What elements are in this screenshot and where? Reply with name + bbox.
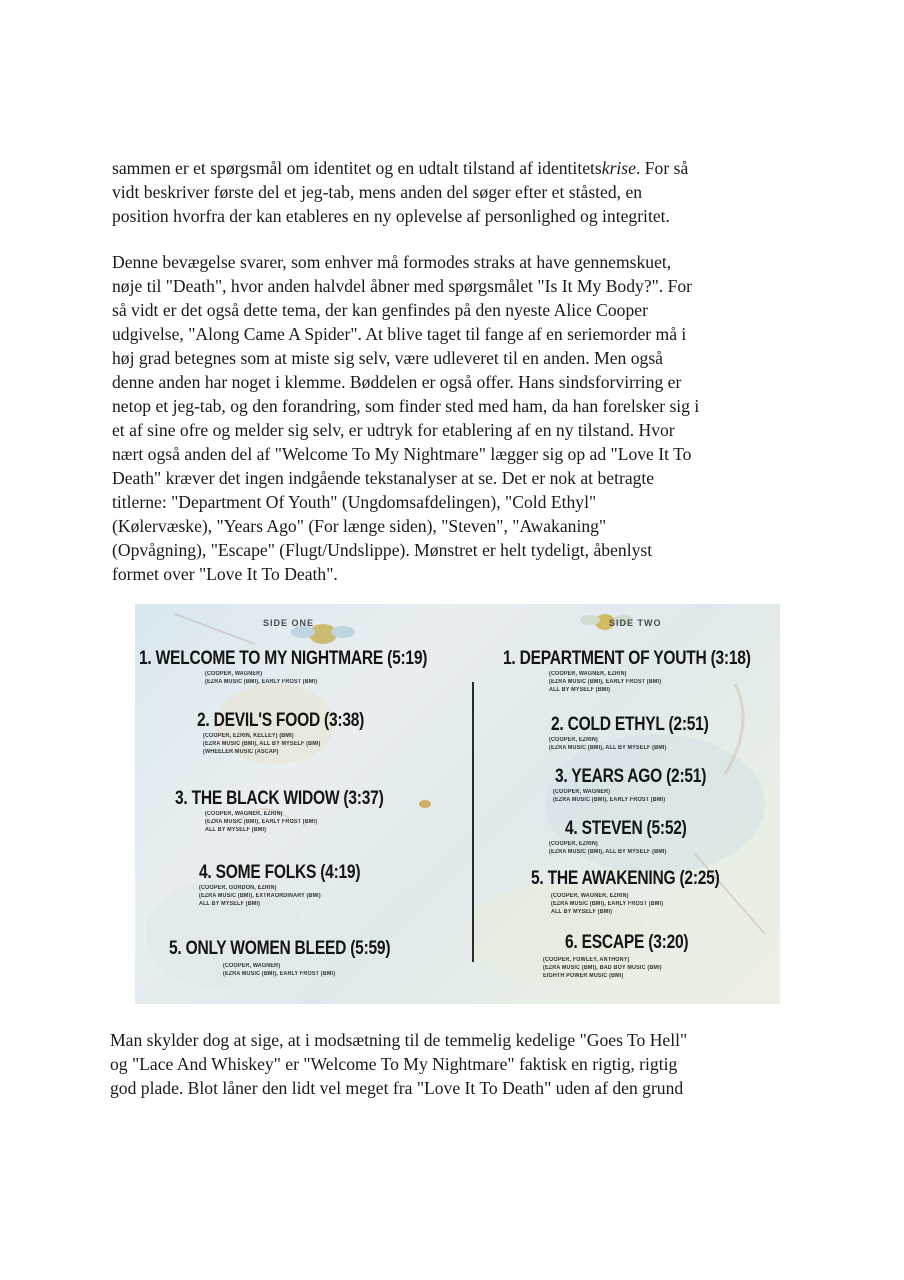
text-line: udgivelse, "Along Came A Spider". At blive taget til fange af en seriemorder må i [112, 324, 687, 344]
text-line: et af sine ofre og melder sig selv, er udtryk for etablering af en ny tilstand. Hvor [112, 420, 675, 440]
text-line: netop et jeg-tab, og den forandring, som finder sted med ham, da han forelsker sig i [112, 396, 700, 416]
text-line: Death" kræver det ingen indgående tekstanalyser at se. Det er nok at betragte [112, 468, 655, 488]
track-credit: ALL BY MYSELF (BMI) [199, 901, 261, 907]
text-line: og "Lace And Whiskey" er "Welcome To My Nightmare" faktisk en rigtig, rigtig [110, 1054, 678, 1074]
text-line: (Opvågning), "Escape" (Flugt/Undslippe). Mønstret er helt tydeligt, åbenlyst [112, 540, 653, 560]
side-two-label: SIDE TWO [609, 618, 662, 628]
text-line: Denne bevægelse svarer, som enhver må formodes straks at have gennemskuet, [112, 252, 672, 272]
track-credit: ALL BY MYSELF (BMI) [551, 909, 613, 915]
side-two-track-5: 5. THE AWAKENING (2:25) [531, 868, 720, 889]
track-credit: (EZRA MUSIC (BMI), ALL BY MYSELF (BMI) [203, 741, 321, 747]
track-credit: (EZRA MUSIC (BMI), EARLY FROST (BMI) [551, 901, 664, 907]
text-line: høj grad betegnes som at miste sig selv, være udleveret til en anden. Men også [112, 348, 663, 368]
text-line: vidt beskriver første del et jeg-tab, mens anden del søger efter et ståsted, en [112, 182, 643, 202]
track-credit: ALL BY MYSELF (BMI) [549, 687, 611, 693]
track-credit: (COOPER, EZRIN) [549, 841, 598, 847]
track-credit: EIGHTH POWER MUSIC (BMI) [543, 973, 624, 979]
text-line: position hvorfra der kan etableres en ny oplevelse af personlighed og integritet. [112, 206, 670, 226]
paragraph-2 [112, 250, 812, 586]
track-credit: (COOPER, WAGNER, EZRIN) [551, 893, 629, 899]
track-credit: (EZRA MUSIC (BMI), EARLY FROST (BMI) [223, 971, 336, 977]
side-two-track-4: 4. STEVEN (5:52) [565, 818, 687, 839]
side-one-label: SIDE ONE [263, 618, 315, 628]
text-line: god plade. Blot låner den lidt vel meget fra "Love It To Death" uden af den grund [110, 1078, 684, 1098]
text-segment: sammen er et spørgsmål om identitet og en udtalt tilstand af identitets [112, 158, 602, 178]
side-one-track-5: 5. ONLY WOMEN BLEED (5:59) [169, 938, 391, 959]
text-line: titlerne: "Department Of Youth" (Ungdomsafdelingen), "Cold Ethyl" [112, 492, 597, 512]
side-two-track-2: 2. COLD ETHYL (2:51) [551, 714, 709, 735]
track-credit: (EZRA MUSIC (BMI), ALL BY MYSELF (BMI) [549, 745, 667, 751]
track-credit: (EZRA MUSIC (BMI), EARLY FROST (BMI) [549, 679, 662, 685]
text-line: nøje til "Death", hvor anden halvdel åbner med spørgsmålet "Is It My Body?". For [112, 276, 693, 296]
text-line: formet over "Love It To Death". [112, 564, 338, 584]
text-line: denne anden har noget i klemme. Bøddelen er også offer. Hans sindsforvirring er [112, 372, 682, 392]
track-credit: (WHEELER MUSIC (ASCAP) [203, 749, 279, 755]
track-credit: ALL BY MYSELF (BMI) [205, 827, 267, 833]
track-credit: (EZRA MUSIC (BMI), ALL BY MYSELF (BMI) [549, 849, 667, 855]
text-segment: . For så [635, 158, 689, 178]
side-one-track-3: 3. THE BLACK WIDOW (3:37) [175, 788, 384, 809]
text-line: så vidt er det også dette tema, der kan genfindes på den nyeste Alice Cooper [112, 300, 648, 320]
text-line [112, 156, 812, 180]
side-two-track-6: 6. ESCAPE (3:20) [565, 932, 689, 953]
track-credit: (COOPER, WAGNER, EZRIN) [549, 671, 627, 677]
track-credit: (COOPER, EZRIN, KELLEY) (BMI) [203, 733, 294, 739]
track-credit: (COOPER, FOWLEY, ANTHONY) [543, 957, 630, 963]
album-tracklist-image [135, 604, 780, 1004]
text-line: (Kølervæske), "Years Ago" (For længe siden), "Steven", "Awakaning" [112, 516, 607, 536]
track-credit: (EZRA MUSIC (BMI), BAD BOY MUSIC (BMI) [543, 965, 662, 971]
text-line: nært også anden del af "Welcome To My Nightmare" lægger sig op ad "Love It To [112, 444, 692, 464]
track-credit: (EZRA MUSIC (BMI), EARLY FROST (BMI) [553, 797, 666, 803]
track-credit: (COOPER, WAGNER) [223, 963, 281, 969]
track-credit: (EZRA MUSIC (BMI), EXTRAORDINARY (BMI) [199, 893, 321, 899]
text-line: Man skylder dog at sige, at i modsætning til de temmelig kedelige "Goes To Hell" [110, 1030, 688, 1050]
side-two-track-3: 3. YEARS AGO (2:51) [555, 766, 707, 787]
track-credit: (COOPER, GORDON, EZRIN) [199, 885, 277, 891]
side-divider [472, 682, 474, 962]
track-credit: (EZRA MUSIC (BMI), EARLY FROST (BMI) [205, 679, 318, 685]
track-credit: (COOPER, WAGNER) [205, 671, 263, 677]
side-two-track-1: 1. DEPARTMENT OF YOUTH (3:18) [503, 648, 751, 669]
track-credit: (EZRA MUSIC (BMI), EARLY FROST (BMI) [205, 819, 318, 825]
side-one-track-4: 4. SOME FOLKS (4:19) [199, 862, 361, 883]
emphasized-word: krise [601, 158, 636, 178]
side-one-track-2: 2. DEVIL'S FOOD (3:38) [197, 710, 365, 731]
track-credit: (COOPER, EZRIN) [549, 737, 598, 743]
side-one-track-1: 1. WELCOME TO MY NIGHTMARE (5:19) [139, 648, 428, 669]
track-credit: (COOPER, WAGNER, EZRIN) [205, 811, 283, 817]
paragraph-1 [112, 156, 812, 228]
track-credit: (COOPER, WAGNER) [553, 789, 611, 795]
paragraph-3 [110, 1028, 810, 1100]
